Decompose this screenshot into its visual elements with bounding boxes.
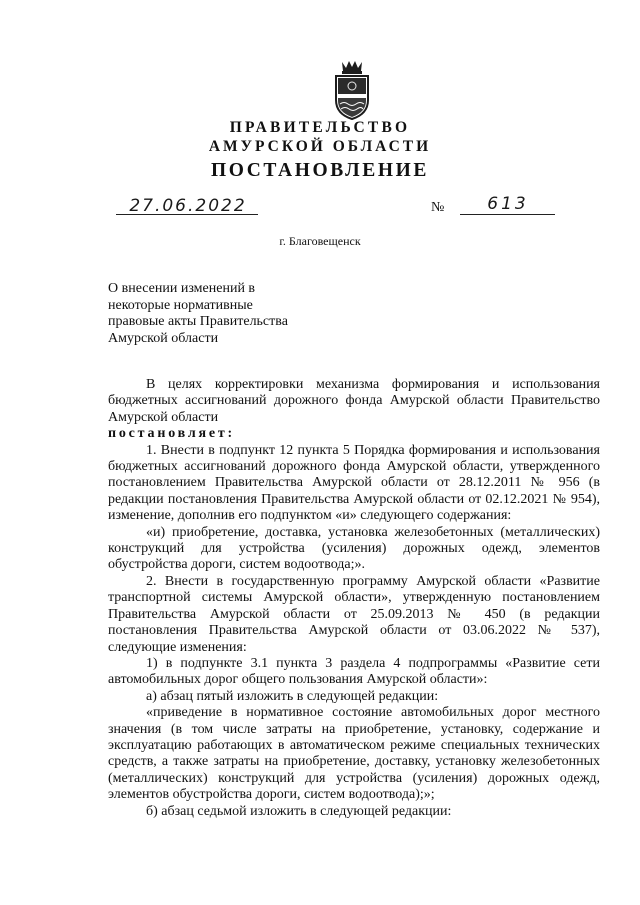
date-underline (116, 214, 258, 215)
document-subject (108, 281, 288, 347)
city-name: г. Благовещенск (279, 234, 361, 248)
number-underline (460, 214, 555, 215)
paragraph-1-quote: «и) приобретение, доставка, установка железобетонных (металлических) конструкций для устройства (усиления) дорожных одежд, элементов обустройства дороги, систем водоотвода;». (108, 524, 600, 573)
document-number: 613 (487, 194, 529, 214)
paragraph-2-1: 1) в подпункте 3.1 пункта 3 раздела 4 подпрограммы «Развитие сети автомобильных дорог общего пользования Амурской области»: (108, 655, 600, 688)
document-body (108, 377, 600, 820)
region-title: АМУРСКОЙ ОБЛАСТИ (208, 138, 432, 155)
subject-line: Амурской области (108, 330, 219, 346)
coat-of-arms-icon (330, 58, 374, 120)
subject-line: О внесении изменений в (108, 281, 256, 296)
decree-word: постановляет: (108, 426, 236, 442)
paragraph-2-1-a-quote: «приведение в нормативное состояние автомобильных дорог местного значения (в том числе затраты на приобретение, установку, содержание и эксплуатацию работающих в автоматическом режиме специальных технических средств, а также затраты на приобретение, доставку, установку железобетонных (металлических) конструкций для устройства (усиления) дорожных одежд, элементов обустройства дороги, систем водоотвода);»; (108, 705, 600, 803)
document-type-title: ПОСТАНОВЛЕНИЕ (210, 160, 430, 181)
intro-paragraph: В целях корректировки механизма формирования и использования бюджетных ассигнований дорожного фонда Амурской области Правительство Амурской области (108, 377, 600, 425)
subject-line: некоторые нормативные (108, 297, 253, 313)
document-date: 27.06.2022 (129, 196, 247, 216)
paragraph-2-1-b: б) абзац седьмой изложить в следующей редакции: (146, 803, 452, 819)
paragraph-2-1-a: а) абзац пятый изложить в следующей редакции: (146, 688, 439, 704)
number-label: № (431, 200, 445, 215)
government-title: ПРАВИТЕЛЬСТВО (229, 119, 411, 136)
subject-line: правовые акты Правительства (108, 314, 288, 329)
paragraph-2: 2. Внести в государственную программу Амурской области «Развитие транспортной системы Амурской области», утвержденную постановлением Правительства Амурской области от 25.09.2013 № 450 (в редакции постановления Правительства Амурской области от 03.06.2022 № 537), следующие изменения: (108, 573, 600, 655)
paragraph-1: 1. Внести в подпункт 12 пункта 5 Порядка формирования и использования бюджетных ассигнований дорожного фонда Амурской области, утвержденного постановлением Правительства Амурской области от 28.12.2011 № 956 (в редакции постановления Правительства Амурской области от 02.12.2021 № 954), изменение, дополнив его подпунктом «и» следующего содержания: (108, 442, 600, 524)
